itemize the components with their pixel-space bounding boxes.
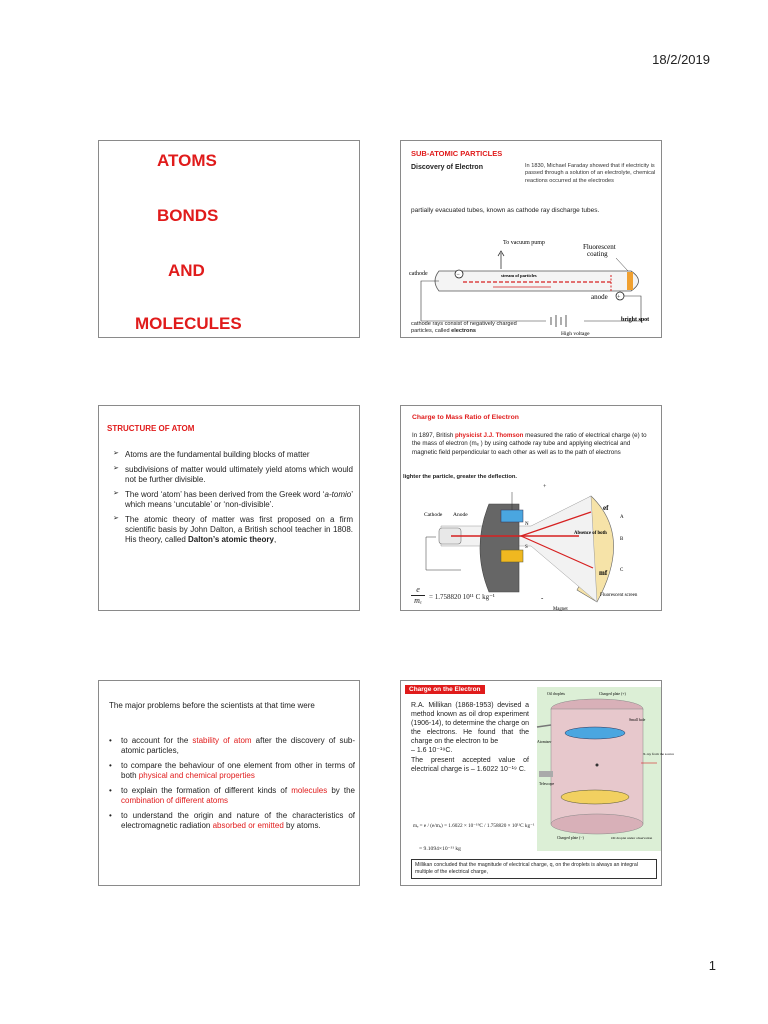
slide-heading: Charge on the Electron <box>405 685 485 694</box>
label-stream: stream of particles <box>501 273 537 278</box>
label-n: N <box>525 522 529 527</box>
label-magnet: Magnet <box>553 607 568 612</box>
list-item: • to explain the formation of different kinds of molecules by the combination of different atoms <box>109 786 355 806</box>
intro-text: In 1830, Michael Faraday showed that if electricity is passed through a solution of an electrolyte, chemical reactions occurred at the electrodes <box>525 163 656 184</box>
mass-result: = 9.1094×10⁻³¹ kg <box>419 846 461 852</box>
label-plus: + <box>543 484 547 490</box>
label-a: A <box>620 515 624 520</box>
tubes-text: partially evacuated tubes, known as cathode ray discharge tubes. <box>411 207 600 214</box>
title-molecules: MOLECULES <box>135 314 242 333</box>
formula-value: = 1.758820 10¹¹ C kg⁻¹ <box>429 593 495 601</box>
fluorescent-coating <box>627 272 633 290</box>
list-item: • to understand the origin and nature of the characteristics of electromagnetic radiation absorbed or emitted by atoms. <box>109 811 355 831</box>
label-screen: Fluorescent screen <box>600 593 638 598</box>
list-item: ➢ The word ‘atom’ has been derived from the Greek word ‘a-tomio’ which means ‘uncutable’ or ‘non-divisible’. <box>113 490 353 510</box>
negative-plate <box>561 790 629 804</box>
label-xray: X-ray from the source <box>643 752 675 756</box>
positive-plate <box>565 727 625 739</box>
label-atomizer: Atomizer <box>537 740 552 744</box>
label-fluorescent: Fluorescent <box>583 243 616 251</box>
label-absence: Absence of both <box>574 531 607 536</box>
problems-list <box>109 736 355 836</box>
atom-bullet-list <box>113 450 353 550</box>
formula-fraction: e mₑ <box>411 586 425 605</box>
slide-charge-to-mass <box>400 405 662 611</box>
slide-heading: SUB-ATOMIC PARTICLES <box>411 149 503 158</box>
label-high-voltage: High voltage <box>561 331 590 337</box>
thomson-paragraph: In 1897, British physicist J.J. Thomson measured the ratio of electrical charge (e) to the mass of electron (mₑ ) by using cathode ray tube and applying electrical and magnetic field perpendicular to each other as well as to the path of electrons <box>412 432 647 456</box>
list-item: • to account for the stability of atom after the discovery of sub-atomic particles, <box>109 736 355 756</box>
svg-text:−: − <box>456 272 460 278</box>
label-small-hole: Small hole <box>629 718 646 722</box>
mass-equation: mₑ = e / (e/mₑ) = 1.6022 × 10⁻¹⁹C / 1.758820 × 10¹¹C kg⁻¹ <box>413 823 535 829</box>
oil-drop-apparatus-diagram <box>537 687 675 851</box>
label-positive-plate: Charged plate (+) <box>599 692 626 696</box>
label-b: B <box>620 537 624 542</box>
label-anode: Anode <box>453 512 468 518</box>
problems-intro: The major problems before the scientists at that time were <box>109 701 315 710</box>
slide-subatomic-particles <box>400 140 662 338</box>
positive-plate <box>501 510 523 522</box>
label-negative-plate: Charged plate (−) <box>557 836 584 840</box>
svg-text:+: + <box>617 294 621 301</box>
label-oil-under-observation: Oil droplet under observation <box>611 836 653 840</box>
label-cathode: cathode <box>409 271 428 277</box>
label-c: C <box>620 568 624 573</box>
label-bright-spot: bright spot <box>621 317 650 323</box>
millikan-paragraph: R.A. Millikan (1868-1953) devised a method known as oil drop experiment (1906-14), to determine the charge on the electrons. He found that the charge on the electron to be – 1.6 10⁻¹⁹C. The present accepted value of electrical charge is – 1.6022 10⁻¹⁹ C. <box>411 702 529 773</box>
title-bonds: BONDS <box>157 206 219 225</box>
slide-title <box>98 140 360 338</box>
list-item: ➢ The atomic theory of matter was first proposed on a firm scientific basis by John Dalton, a British school teacher in 1808. His theory, called Dalton’s atomic theory, <box>113 515 353 545</box>
label-coating: coating <box>587 250 608 258</box>
label-ef: ef <box>603 504 609 512</box>
page-date: 18/2/2019 <box>652 52 710 67</box>
label-s: S <box>525 545 528 550</box>
subheading: Discovery of Electron <box>411 164 483 171</box>
label-minus: - <box>541 594 544 602</box>
lighter-particle-text: lighter the particle, greater the deflection. <box>403 474 518 480</box>
list-item: ➢ subdivisions of matter would ultimately yield atoms which would not be further divisible. <box>113 465 353 485</box>
label-oil-droplets: Oil droplets <box>547 692 566 696</box>
cathode-rays-caption: cathode rays consist of negatively charged particles, called electrons <box>411 321 517 335</box>
title-and: AND <box>168 261 205 280</box>
page-number: 1 <box>708 958 716 973</box>
title-atoms: ATOMS <box>157 151 217 170</box>
label-cathode: Cathode <box>424 512 443 518</box>
slide-charge-on-electron <box>400 680 675 886</box>
slide-structure-of-atom <box>98 405 360 611</box>
label-mf: mf <box>599 569 608 577</box>
slide-heading: Charge to Mass Ratio of Electron <box>412 414 519 421</box>
slide-heading: STRUCTURE OF ATOM <box>107 424 195 433</box>
negative-plate <box>501 550 523 562</box>
label-telescope: Telescope <box>539 782 555 786</box>
millikan-conclusion: Millikan concluded that the magnitude of electrical charge, q, on the droplets is always an integral multiple of the electrical charge, <box>411 859 657 879</box>
list-item: ➢ Atoms are the fundamental building blocks of matter <box>113 450 353 460</box>
list-item: • to compare the behaviour of one element from other in terms of both physical and chemical properties <box>109 761 355 781</box>
slide-major-problems <box>98 680 360 886</box>
label-vacuum-pump: To vacuum pump <box>503 240 545 246</box>
label-anode: anode <box>591 293 608 301</box>
